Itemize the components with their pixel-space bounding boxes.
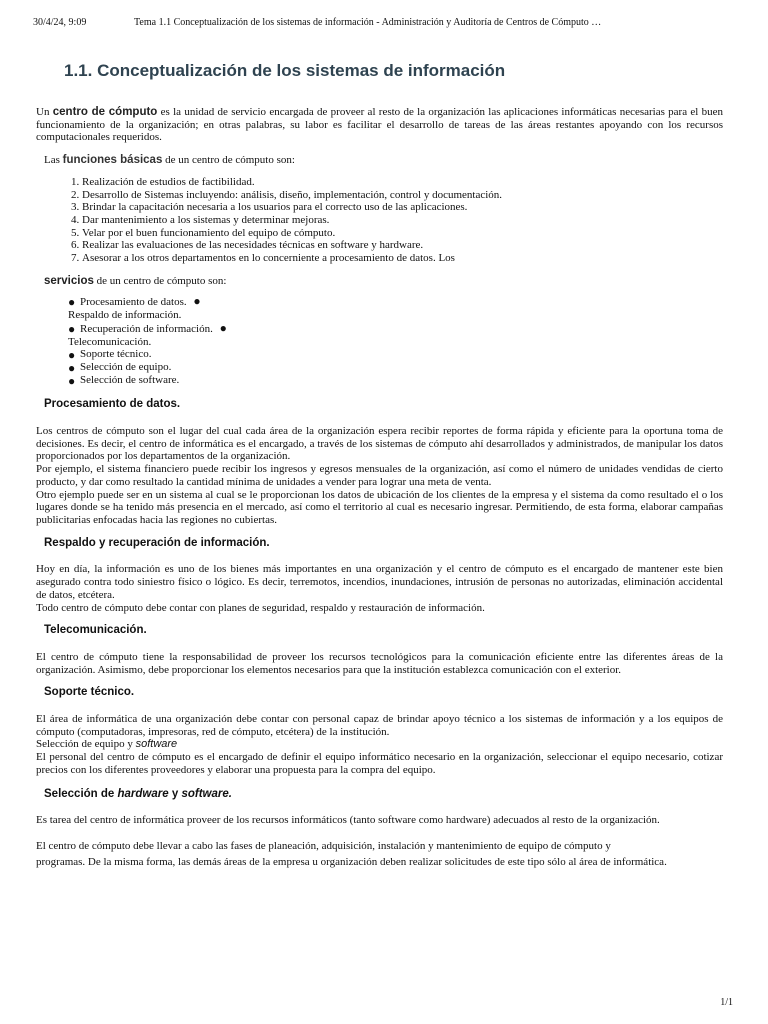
- paragraph: Es tarea del centro de informática proveer de los recursos informáticos (tanto software como hardware) adecuados al resto de la organización.: [36, 814, 660, 827]
- paragraph: Los centros de cómputo son el lugar del cual cada área de la organización espera recibir reportes de forma rápida y eficiente para la oportuna toma de decisiones. Es decir, el centro de informática es el encargado, a través de los sistemas de cómputo ahí desarrollados y administrados, de manipular los datos proporcionados por los departamentos de la organización.: [36, 425, 723, 463]
- service-label: Procesamiento de datos.: [80, 296, 187, 309]
- paragraph: El centro de cómputo debe llevar a cabo las fases de planeación, adquisición, instalación y mantenimiento de equipo de cómputo y: [36, 839, 611, 852]
- section-body-seleccion: [36, 814, 723, 868]
- service-item: [68, 322, 723, 336]
- section-body-procesamiento: [36, 425, 723, 527]
- services-intro: [36, 275, 723, 288]
- service-label: Telecomunicación.: [68, 335, 152, 348]
- bullet-icon: ●: [193, 294, 201, 309]
- bullet-icon: ●: [68, 295, 76, 310]
- intro-rest: es la unidad de servicio encargada de proveer al resto de la organización las aplicaciones informáticas necesarias para el buen funcionamiento de la organización; en otras palabras, su labor es facilitar el desarrollo de tareas de las áreas restantes apoyando con los recursos computacionales requeridos.: [36, 106, 724, 144]
- section-body-telecomunicacion: [36, 651, 723, 676]
- intro-paragraph: [36, 106, 723, 144]
- heading-part: Selección de: [44, 787, 115, 800]
- bullet-icon: ●: [68, 348, 76, 363]
- functions-intro: [36, 154, 723, 167]
- paragraph: Todo centro de cómputo debe contar con planes de seguridad, respaldo y restauración de información.: [36, 601, 485, 614]
- print-header: [33, 17, 601, 28]
- service-item: [68, 295, 723, 309]
- bullet-icon: ●: [68, 321, 76, 336]
- page-number: 1/1: [720, 997, 733, 1008]
- paragraph: programas. De la misma forma, las demás áreas de la empresa u organización deben realizar solicitudes de este tipo sólo al área de informática.: [36, 855, 667, 868]
- functions-list-item: 6. Realizar las evaluaciones de las necesidades técnicas en software y hardware.: [82, 239, 723, 252]
- functions-list-item: 7. Asesorar a los otros departamentos en lo concerniente a procesamiento de datos. Los: [82, 252, 723, 265]
- heading-part-italic: hardware: [117, 787, 169, 800]
- heading-part: y: [171, 787, 179, 800]
- functions-list-item: 5. Velar por el buen funcionamiento del equipo de cómputo.: [82, 227, 723, 240]
- intro-term: centro de cómputo: [52, 106, 158, 118]
- service-label: Soporte técnico.: [80, 348, 152, 361]
- subheading-seleccion-equipo: [36, 738, 723, 751]
- paragraph: Por ejemplo, el sistema financiero puede recibir los ingresos y egresos mensuales de la organización, así como el número de unidades vendidas de cierto producto, y dar como resultado la cantidad mínima de unidades a vender para lograr una meta de venta.: [36, 463, 723, 488]
- service-item: [68, 361, 723, 374]
- service-item: [68, 336, 723, 349]
- document-body: [36, 106, 723, 868]
- section-body-respaldo: [36, 563, 723, 614]
- section-heading-telecomunicacion: Telecomunicación.: [44, 624, 147, 637]
- functions-list: [36, 176, 723, 265]
- heading-part-italic: software.: [181, 787, 232, 800]
- print-doc-title: Tema 1.1 Conceptualización de los sistemas de información - Administración y Auditoría de Centros de Cómputo …: [134, 17, 602, 28]
- services-list: [36, 295, 723, 386]
- section-body-soporte: [36, 713, 723, 777]
- service-label: Recuperación de información.: [80, 322, 213, 335]
- paragraph: El centro de cómputo tiene la responsabilidad de proveer los recursos tecnológicos para la comunicación eficiente entre las diferentes áreas de la organización. Asimismo, debe proporcionar los elementos necesarios para que la institución establezca comunicación con el exterior.: [36, 650, 723, 676]
- print-date: 30/4/24, 9:09: [33, 17, 87, 28]
- functions-list-item: 4. Dar mantenimiento a los sistemas y determinar mejoras.: [82, 214, 723, 227]
- paragraph: Hoy en día, la información es uno de los bienes más importantes en una organización y el centro de cómputo es el encargado de mantener este bien asegurado contra todo siniestro físico o lógico. Es decir, terremotos, incendios, inundaciones, intrusión de personas no autorizadas, eliminación accidental de datos, etcétera.: [36, 563, 723, 601]
- subheading-italic: software: [135, 738, 178, 751]
- paragraph: Otro ejemplo puede ser en un sistema al cual se le proporcionan los datos de ubicación de los clientes de la empresa y el sistema da como resultado el o los lugares donde se ha tenido más presencia en el mercado, así como el territorio al cual es necesario ingresar. Permitiendo, de esta forma, elaborar campañas publicitarias enfocadas hacia las regiones no cubiertas.: [36, 488, 723, 526]
- section-heading-respaldo: Respaldo y recuperación de información.: [44, 536, 270, 549]
- service-item: [68, 374, 723, 387]
- service-item: [68, 348, 723, 361]
- functions-list-item: 1. Realización de estudios de factibilidad.: [82, 176, 723, 189]
- intro-prefix: Un: [36, 106, 50, 118]
- service-label: Selección de software.: [80, 373, 180, 386]
- section-heading-procesamiento: Procesamiento de datos.: [44, 398, 181, 411]
- service-label: Selección de equipo.: [80, 360, 172, 373]
- subheading-prefix: Selección de equipo y: [36, 738, 133, 751]
- paragraph: El personal del centro de cómputo es el encargado de definir el equipo informático necesario en la organización, seleccionar el equipo necesario, cotizar precios con los diferentes proveedores y elaborar una propuesta para la compra del equipo.: [36, 751, 723, 776]
- page-title: 1.1. Conceptualización de los sistemas de información: [64, 61, 506, 80]
- functions-intro-term: funciones básicas: [62, 154, 163, 167]
- service-label: Respaldo de información.: [68, 309, 182, 322]
- bullet-icon: ●: [68, 373, 76, 388]
- service-item: [68, 309, 723, 322]
- functions-list-item: 2. Desarrollo de Sistemas incluyendo: análisis, diseño, implementación, control y documentación.: [82, 189, 723, 202]
- services-intro-term: servicios: [44, 274, 94, 287]
- bullet-icon: ●: [219, 320, 227, 335]
- functions-intro-prefix: Las: [44, 154, 60, 167]
- paragraph: El área de informática de una organización debe contar con personal capaz de brindar apoyo técnico a los sistemas de información y a los equipos de cómputo (computadoras, impresoras, red de cómputo, etcétera) de la institución.: [36, 713, 723, 738]
- section-heading-seleccion: [44, 788, 723, 801]
- bullet-icon: ●: [68, 360, 76, 375]
- section-heading-soporte: Soporte técnico.: [44, 686, 135, 699]
- functions-intro-rest: de un centro de cómputo son:: [165, 154, 295, 167]
- functions-list-item: 3. Brindar la capacitación necesaria a los usuarios para el correcto uso de las aplicaciones.: [82, 201, 723, 214]
- services-intro-rest: de un centro de cómputo son:: [96, 274, 227, 287]
